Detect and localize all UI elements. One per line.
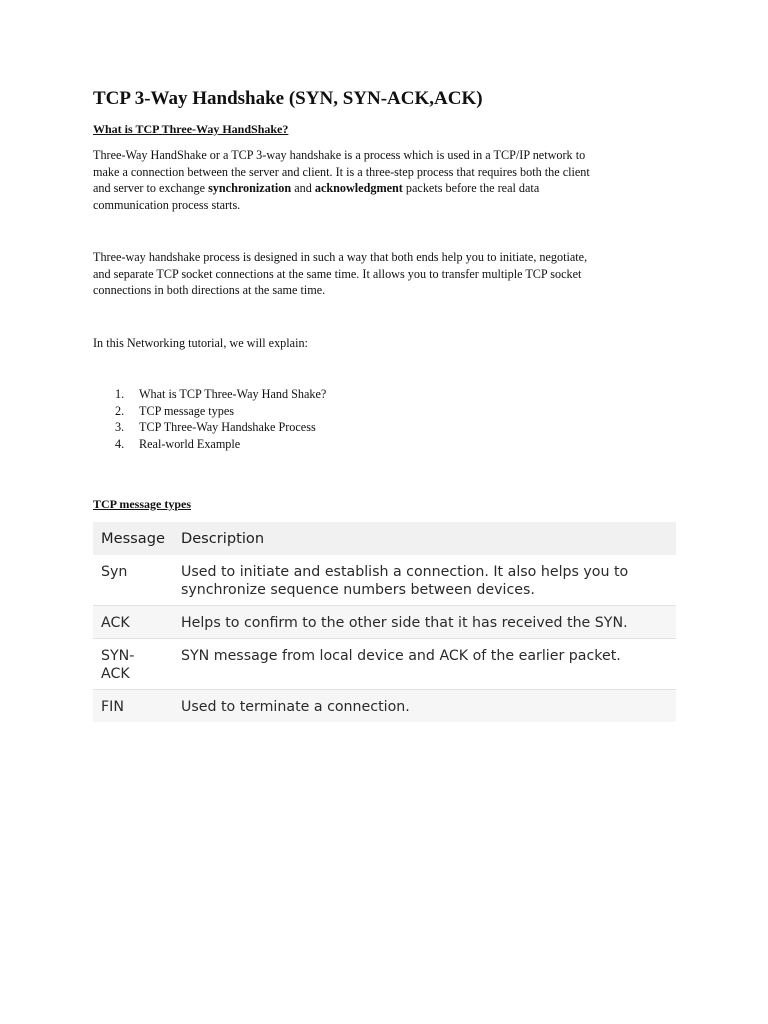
description-cell: SYN message from local device and ACK of the earlier packet. xyxy=(173,639,676,690)
intro-line-3c: packets before the real data xyxy=(402,181,540,196)
tutorial-intro-text: In this Networking tutorial, we will explain: xyxy=(93,336,308,350)
list-item: 2. TCP message types xyxy=(115,403,235,418)
description-cell: Used to terminate a connection. xyxy=(173,690,676,723)
list-item: 3. TCP Three-Way Handshake Process xyxy=(115,420,316,435)
synchronization-bold: synchronization xyxy=(208,181,292,196)
intro-line-3b: and xyxy=(291,181,315,196)
table-header-row xyxy=(93,522,676,555)
table-row xyxy=(93,555,676,606)
section-heading-what-is: What is TCP Three-Way HandShake? xyxy=(93,122,289,136)
description-cell: Used to initiate and establish a connection. It also helps you to synchronize sequence numbers between devices. xyxy=(173,555,676,606)
message-cell: SYN- ACK xyxy=(93,639,173,690)
page-title: TCP 3-Way Handshake (SYN, SYN-ACK,ACK) xyxy=(93,88,483,109)
design-paragraph xyxy=(93,249,673,299)
table-row xyxy=(93,639,676,690)
intro-line-4: communication process starts. xyxy=(93,198,241,213)
tcp-message-types-table xyxy=(93,522,676,722)
table-row xyxy=(93,606,676,639)
intro-line-2: make a connection between the server and client. It is a three-step process that requires both the client xyxy=(93,164,590,179)
design-line-1: Three-way handshake process is designed in such a way that both ends help you to initiate, negotiate, xyxy=(93,250,588,264)
list-item: 4. Real-world Example xyxy=(115,437,241,452)
design-line-2: and separate TCP socket connections at the same time. It allows you to transfer multiple TCP socket xyxy=(93,266,582,281)
list-item: 1. What is TCP Three-Way Hand Shake? xyxy=(115,387,327,401)
intro-line-1: Three-Way HandShake or a TCP 3-way handshake is a process which is used in a TCP/IP network to xyxy=(93,148,586,162)
table-row xyxy=(93,690,676,723)
intro-line-3a: and server to exchange xyxy=(93,181,209,196)
acknowledgment-bold: acknowledgment xyxy=(314,181,403,196)
message-cell: Syn xyxy=(93,555,173,606)
intro-paragraph xyxy=(93,147,673,214)
section-heading-message-types: TCP message types xyxy=(93,497,191,511)
design-line-3: connections in both directions at the same time. xyxy=(93,283,326,298)
message-cell: ACK xyxy=(93,606,173,639)
column-header-description: Description xyxy=(173,522,676,555)
column-header-message: Message xyxy=(93,522,173,555)
description-cell: Helps to confirm to the other side that it has received the SYN. xyxy=(173,606,676,639)
tutorial-contents-list xyxy=(93,386,326,453)
message-cell: FIN xyxy=(93,690,173,723)
